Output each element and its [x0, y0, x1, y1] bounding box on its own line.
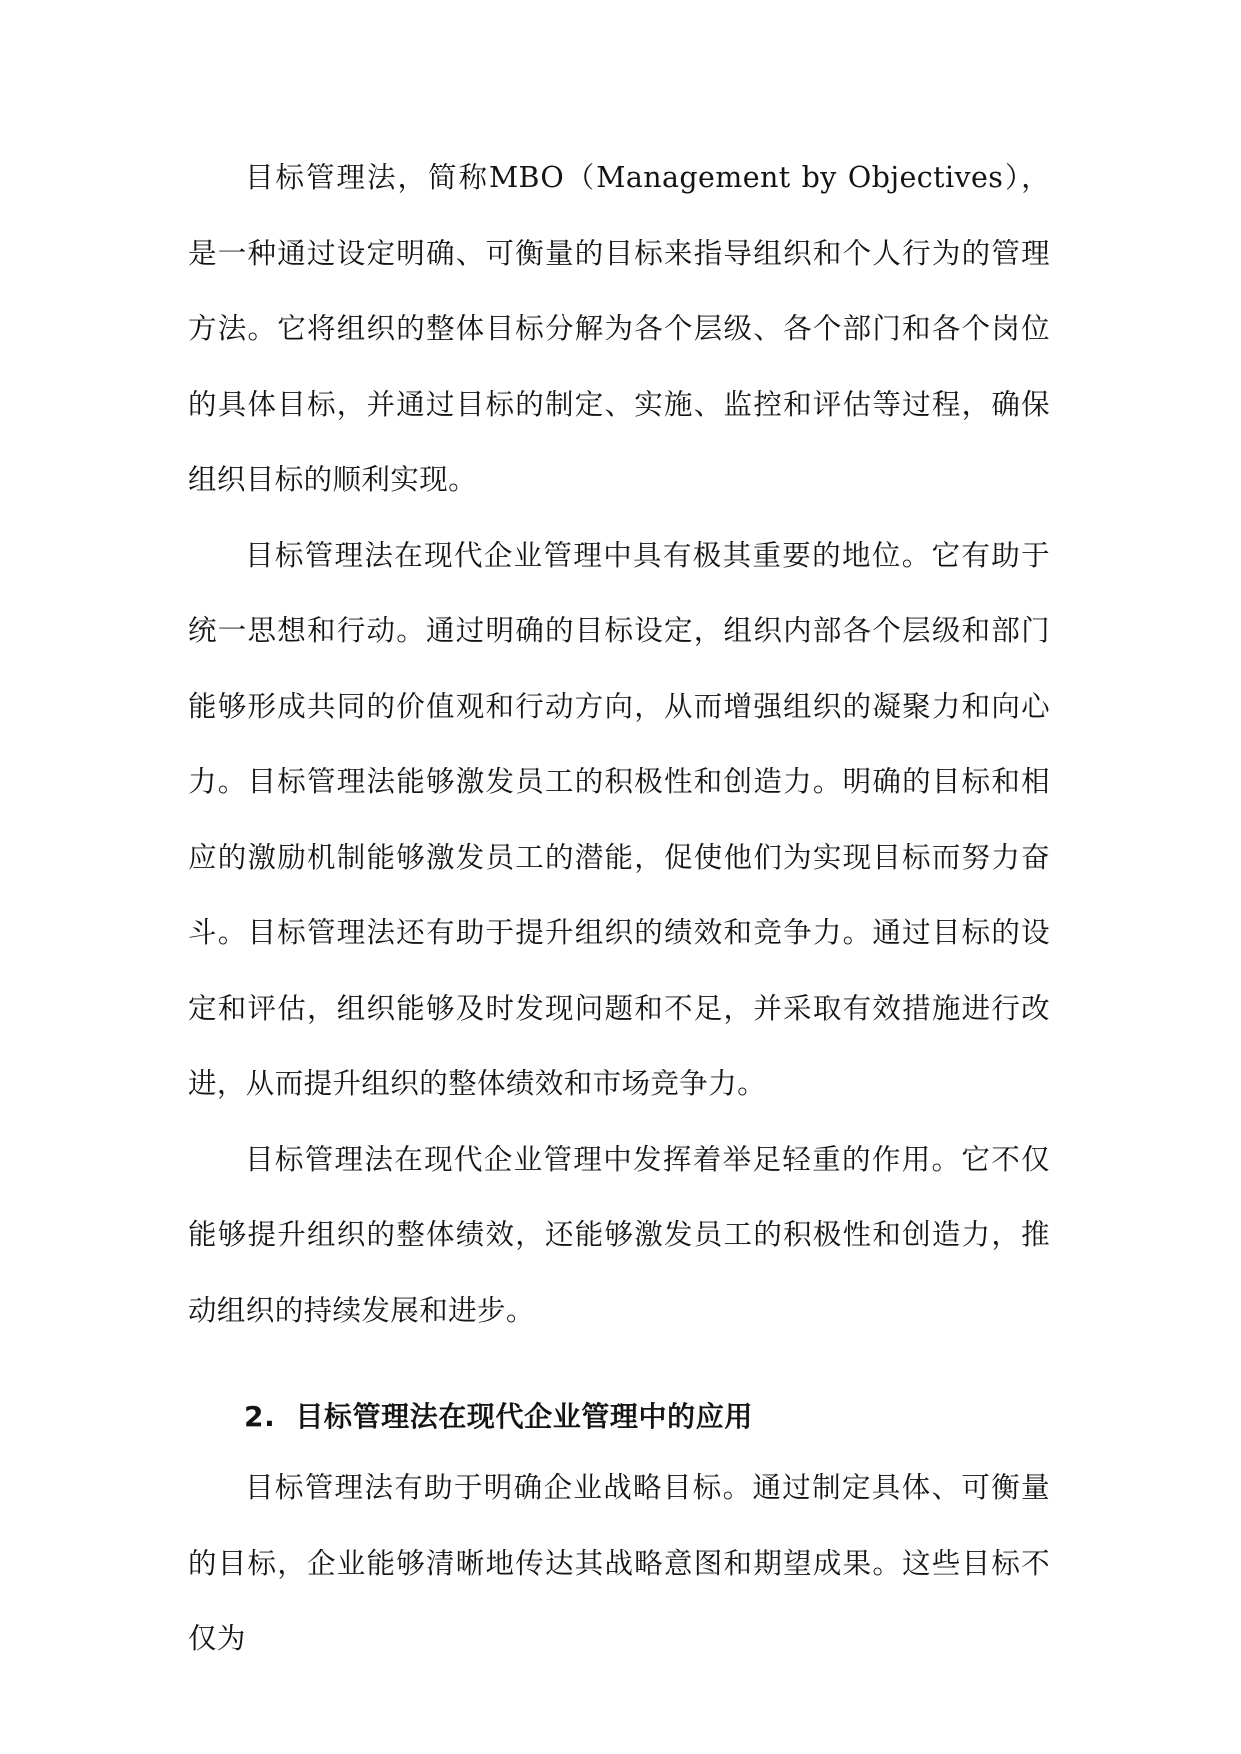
section-heading-title: 目标管理法在现代企业管理中的应用 — [295, 1400, 753, 1433]
paragraph-mbo-definition: 目标管理法，简称MBO（Management by Objectives），是一种通过设定明确、可衡量的目标来指导组织和个人行为的管理方法。它将组织的整体目标分解为各个层级、各个部门和各个岗位的具体目标，并通过目标的制定、实施、监控和评估等过程，确保组织目标的顺利实现。 — [188, 161, 1050, 496]
section-heading-number: 2. — [244, 1400, 276, 1433]
document-body — [188, 140, 1050, 1677]
paragraph-mbo-importance: 目标管理法在现代企业管理中具有极其重要的地位。它有助于统一思想和行动。通过明确的目标设定，组织内部各个层级和部门能够形成共同的价值观和行动方向，从而增强组织的凝聚力和向心力。目标管理法能够激发员工的积极性和创造力。明确的目标和相应的激励机制能够激发员工的潜能，促使他们为实现目标而努力奋斗。目标管理法还有助于提升组织的绩效和竞争力。通过目标的设定和评估，组织能够及时发现问题和不足，并采取有效措施进行改进，从而提升组织的整体绩效和市场竞争力。 — [188, 538, 1050, 1100]
paragraph-mbo-role: 目标管理法在现代企业管理中发挥着举足轻重的作用。它不仅能够提升组织的整体绩效，还能够激发员工的积极性和创造力，推动组织的持续发展和进步。 — [188, 1142, 1050, 1327]
section-heading — [188, 1389, 1050, 1445]
paragraph-strategic-goals: 目标管理法有助于明确企业战略目标。通过制定具体、可衡量的目标，企业能够清晰地传达其战略意图和期望成果。这些目标不仅为 — [188, 1471, 1050, 1655]
